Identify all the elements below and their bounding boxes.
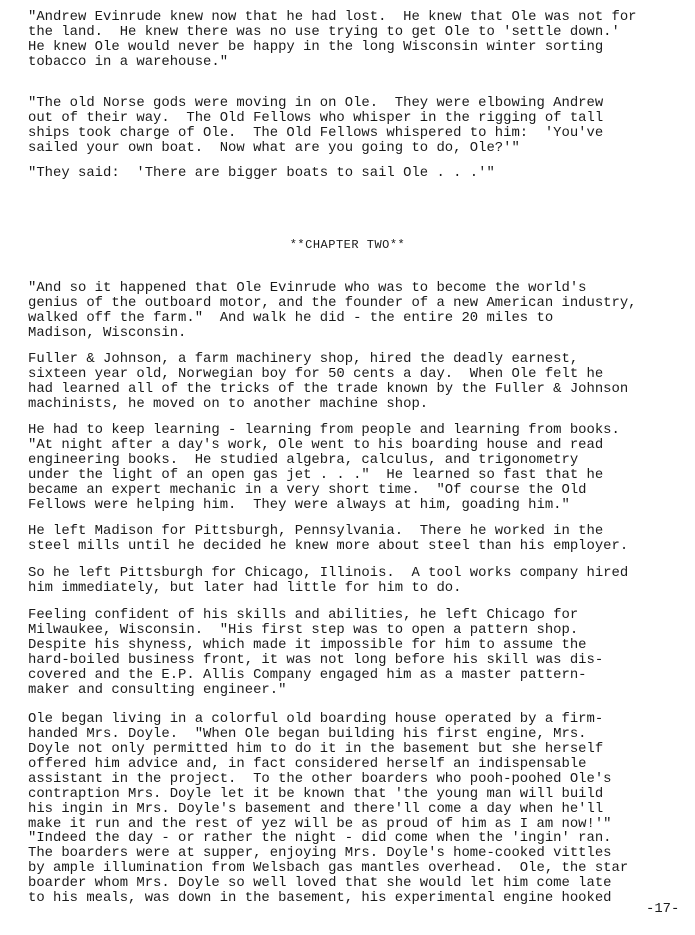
chapter-heading: **CHAPTER TWO**	[289, 238, 406, 252]
page-number: -17-	[646, 901, 680, 917]
paragraph-engine-ran: "Indeed the day - or rather the night - did come when the 'ingin' ran. The boarders were at supper, enjoying Mrs. Doyle's home-cooked vittles by ample illumination from Welsbach gas mantles overhead. Ole, the star boarder whom Mrs. Doyle so well loved that she would let him come late to his meals, was down in the basement, his experimental engine hooked	[28, 830, 629, 906]
paragraph-chicago: So he left Pittsburgh for Chicago, Illinois. A tool works company hired him immediately, but later had little for him to do.	[28, 565, 629, 596]
paragraph-walked-off-farm: "And so it happened that Ole Evinrude who was to become the world's genius of the outboard motor, and the founder of a new American industry, walked off the farm." And walk he did - the entire 20 miles to Madison, Wisconsin.	[28, 280, 637, 341]
paragraph-pittsburgh: He left Madison for Pittsburgh, Pennsylvania. There he worked in the steel mills until he decided he knew more about steel than his employer.	[28, 523, 629, 554]
paragraph-andrew-knew: "Andrew Evinrude knew now that he had lost. He knew that Ole was not for the land. He knew there was no use trying to get Ole to 'settle down.' He knew Ole would never be happy in the long Wisconsin winter sorting tobacco in a warehouse."	[28, 9, 637, 70]
paragraph-fuller-johnson: Fuller & Johnson, a farm machinery shop, hired the deadly earnest, sixteen year old, Norwegian boy for 50 cents a day. When Ole felt he had learned all of the tricks of the trade known by the Fuller & Johnson machinists, he moved on to another machine shop.	[28, 351, 629, 412]
paragraph-milwaukee: Feeling confident of his skills and abilities, he left Chicago for Milwaukee, Wisconsin. "His first step was to open a pattern shop. Despite his shyness, which made it impossible for him to assume the hard-boiled business front, it was not long before his skill was dis- covered and the E.P. Allis Company engaged him as a master pattern- maker and consulting engineer."	[28, 607, 604, 698]
paragraph-bigger-boats: "They said: 'There are bigger boats to sail Ole . . .'"	[28, 165, 495, 181]
paragraph-mrs-doyle: Ole began living in a colorful old boarding house operated by a firm- handed Mrs. Doyle. "When Ole began building his first engine, Mrs. Doyle not only permitted him to do it in the basement but she herself offered him advice and, in fact considered herself an indispensable assistant in the project. To the other boarders who pooh-poohed Ole's contraption Mrs. Doyle let it be known that 'the young man will build his ingin in Mrs. Doyle's basement and there'll come a day when he'll make it run and the rest of yez will be as proud of him as I am now!'"	[28, 711, 612, 832]
paragraph-norse-gods: "The old Norse gods were moving in on Ole. They were elbowing Andrew out of their way. The Old Fellows who whisper in the rigging of tall ships took charge of Ole. The Old Fellows whispered to him: 'You've sailed your own boat. Now what are you going to do, Ole?'"	[28, 95, 604, 156]
paragraph-keep-learning: He had to keep learning - learning from people and learning from books. "At night after a day's work, Ole went to his boarding house and read engineering books. He studied algebra, calculus, and trigonometry under the light of an open gas jet . . ." He learned so fast that he became an expert mechanic in a very short time. "Of course the Old Fellows were helping him. They were always at him, goading him."	[28, 422, 620, 513]
